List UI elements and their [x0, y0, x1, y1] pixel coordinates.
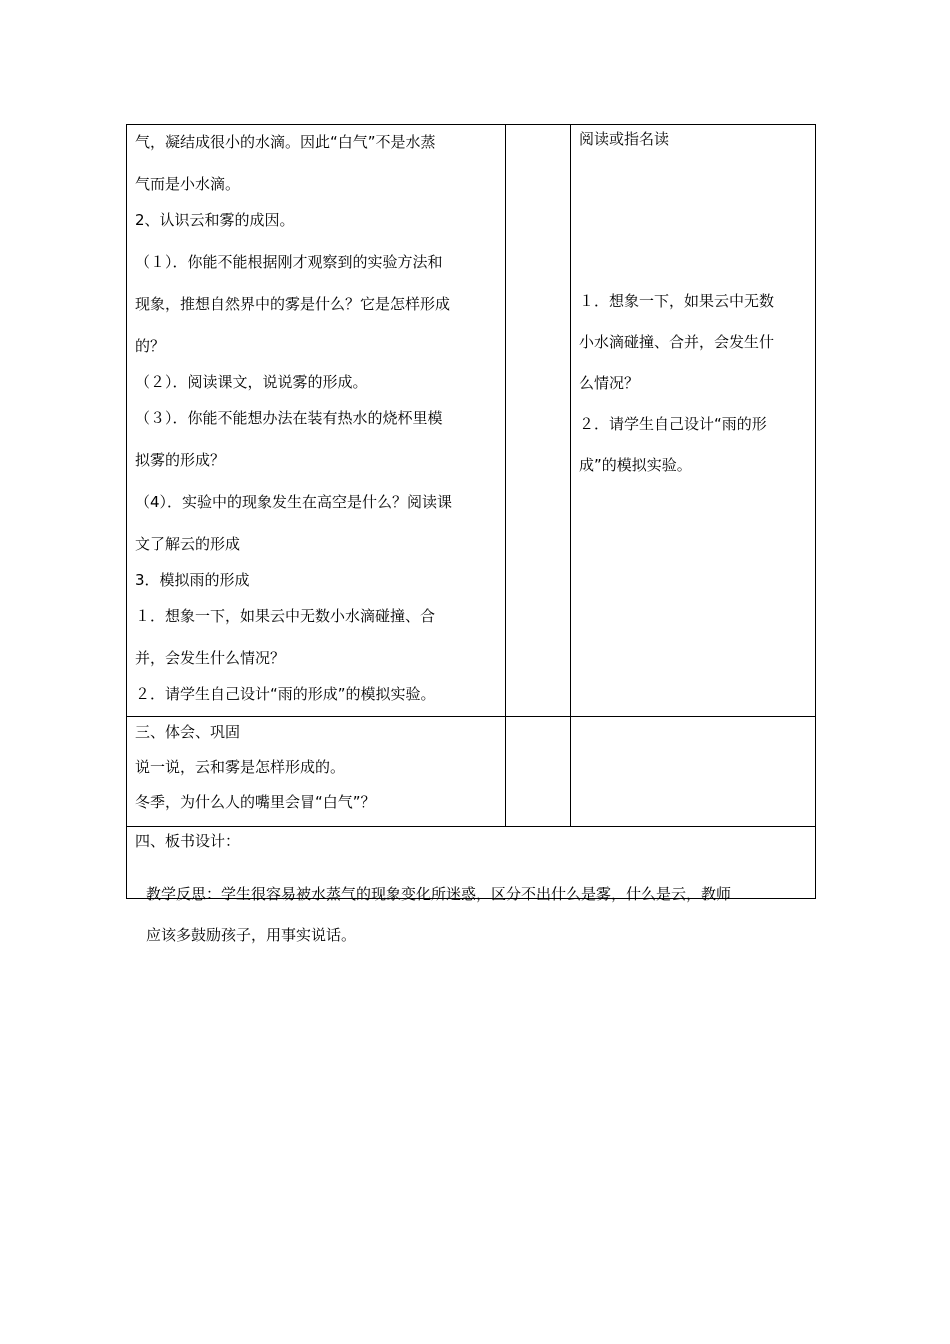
table-row [127, 125, 816, 717]
content-line: 冬季，为什么人的嘴里会冒“白气”？ [135, 793, 376, 811]
content-line: （１）．你能不能根据刚才观察到的实验方法和 [135, 253, 443, 271]
activity-line: 么情况？ [579, 374, 640, 392]
activity-line: 小水滴碰撞、合并，会发生什 [579, 333, 775, 351]
activity-line: ２．请学生自己设计“雨的形 [579, 415, 767, 433]
activity-list [579, 287, 807, 492]
content-line: 并，会发生什么情况？ [135, 649, 286, 667]
middle-cell [506, 717, 571, 827]
activity-line: 成”的模拟实验。 [579, 456, 692, 474]
right-cell [571, 717, 816, 827]
consolidation-cell [127, 717, 506, 827]
content-line: 2、认识云和雾的成因。 [135, 211, 295, 229]
lesson-plan-table [126, 124, 816, 899]
reflection-line: 应该多鼓励孩子，用事实说话。 [146, 926, 357, 944]
section-heading: 四、板书设计： [135, 832, 241, 850]
middle-cell [506, 125, 571, 717]
content-line: （4）．实验中的现象发生在高空是什么？阅读课 [135, 493, 453, 511]
table-row [127, 717, 816, 827]
content-line: 3．模拟雨的形成 [135, 571, 250, 589]
content-line: １．想象一下，如果云中无数小水滴碰撞、合 [135, 607, 436, 625]
content-line: 文了解云的形成 [135, 535, 241, 553]
teaching-reflection [146, 884, 816, 945]
content-line: 气而是小水滴。 [135, 175, 241, 193]
reflection-line: 教学反思：学生很容易被水蒸气的现象变化所迷惑，区分不出什么是雾，什么是云，教师 [146, 885, 732, 903]
teaching-content-cell [127, 125, 506, 717]
content-line: 现象，推想自然界中的雾是什么？它是怎样形成 [135, 295, 451, 313]
activity-heading: 阅读或指名读 [579, 130, 670, 148]
section-heading: 三、体会、巩固 [135, 723, 241, 741]
content-line: 的？ [135, 337, 166, 355]
content-line: 说一说，云和雾是怎样形成的。 [135, 758, 346, 776]
content-line: （３）．你能不能想办法在装有热水的烧杯里模 [135, 409, 443, 427]
content-line: 拟雾的形成？ [135, 451, 226, 469]
content-line: （２）．阅读课文，说说雾的形成。 [135, 373, 368, 391]
content-line: 气，凝结成很小的水滴。因此“白气”不是水蒸 [135, 133, 436, 151]
activity-line: １．想象一下，如果云中无数 [579, 292, 775, 310]
student-activity-cell [571, 125, 816, 717]
content-line: ２．请学生自己设计“雨的形成”的模拟实验。 [135, 685, 436, 703]
